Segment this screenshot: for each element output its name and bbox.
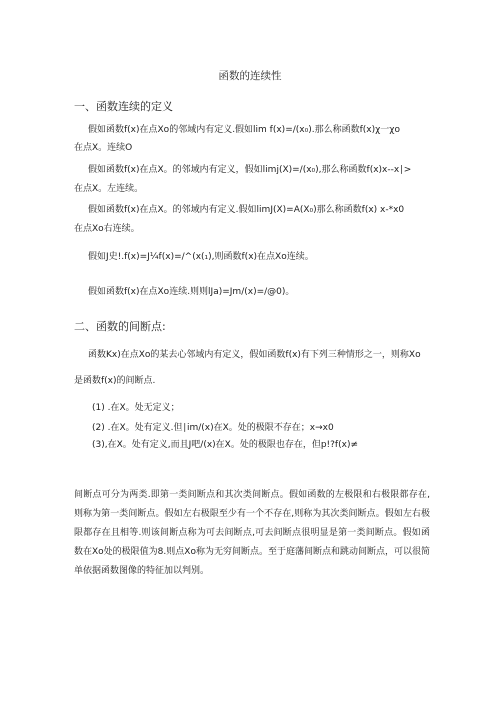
case-item: (2) .在X。处有定义.但∣im/(x)在X。处的极限不存在；x→x0 [92,423,334,433]
continuity-note-1: 假如J史!.f(x)=J¼f(x)=/^(x(₁),则函数f(x)在点Xo连续。 [88,252,314,262]
page-title: 函数的连续性 [218,70,282,82]
def3-line1: 假如函数f(x)在点X。的邻域内有定义.假如limJ(X)=A(X₀)那么称函数f(x) x-*x0 [88,205,405,215]
section2-heading: 二、函数的间断点: [74,320,166,333]
def2-line2: 在点X。左连续。 [74,184,144,194]
continuity-note-2: 假如函数f(x)在点Xo连续.则则lJa)=Jm/(x)=/@0)。 [88,287,295,297]
def1-line1: 假如函数f(x)在点Xo的邻域内有定义.假如lim f(x)=/(x₀).那么称函数f(x)χ一χo [88,125,401,135]
discontinuity-paragraph: 间断点可分为两类.即第一类间断点和其次类间断点。假如函数的左极限和右极限都存在,则称为第一类间断点。假如左右极限至少有一个不存在,则称为其次类间断点。假如左右极限都存在且相等.则该间断点称为可去间断点,可去间断点很明显是第一类间断点。假如函数在Xo处的极限值为8.则点Xo称为无穷间断点。至于庭藩间断点和跳动间断点，可以很简单依据函数图像的特征加以判别。 [74,490,430,576]
def3-line2: 在点Xo右连续。 [74,224,140,234]
case-item: (1) .在X。处无定义； [92,403,180,413]
intro-line1: 函数Kx)在点Xo的某去心邻域内有定义，假如函数f(x)有下列三种情形之一，则称Xo [88,350,421,360]
intro-line2: 是函数f(x)的间断点. [74,376,156,386]
def1-line2: 在点X。连续O [74,143,133,153]
def2-line1: 假如函数f(x)在点X。的邻域内有定义，假如limj(X)=/(x₀),那么称函数f(x)x--x∣> [88,165,412,175]
section1-heading: 一、函数连续的定义 [74,100,173,113]
case-item: (3),在X。处有定义,而且J吧/(x)在X。处的极限也存在，但p!?f(x)≠ [92,440,358,450]
